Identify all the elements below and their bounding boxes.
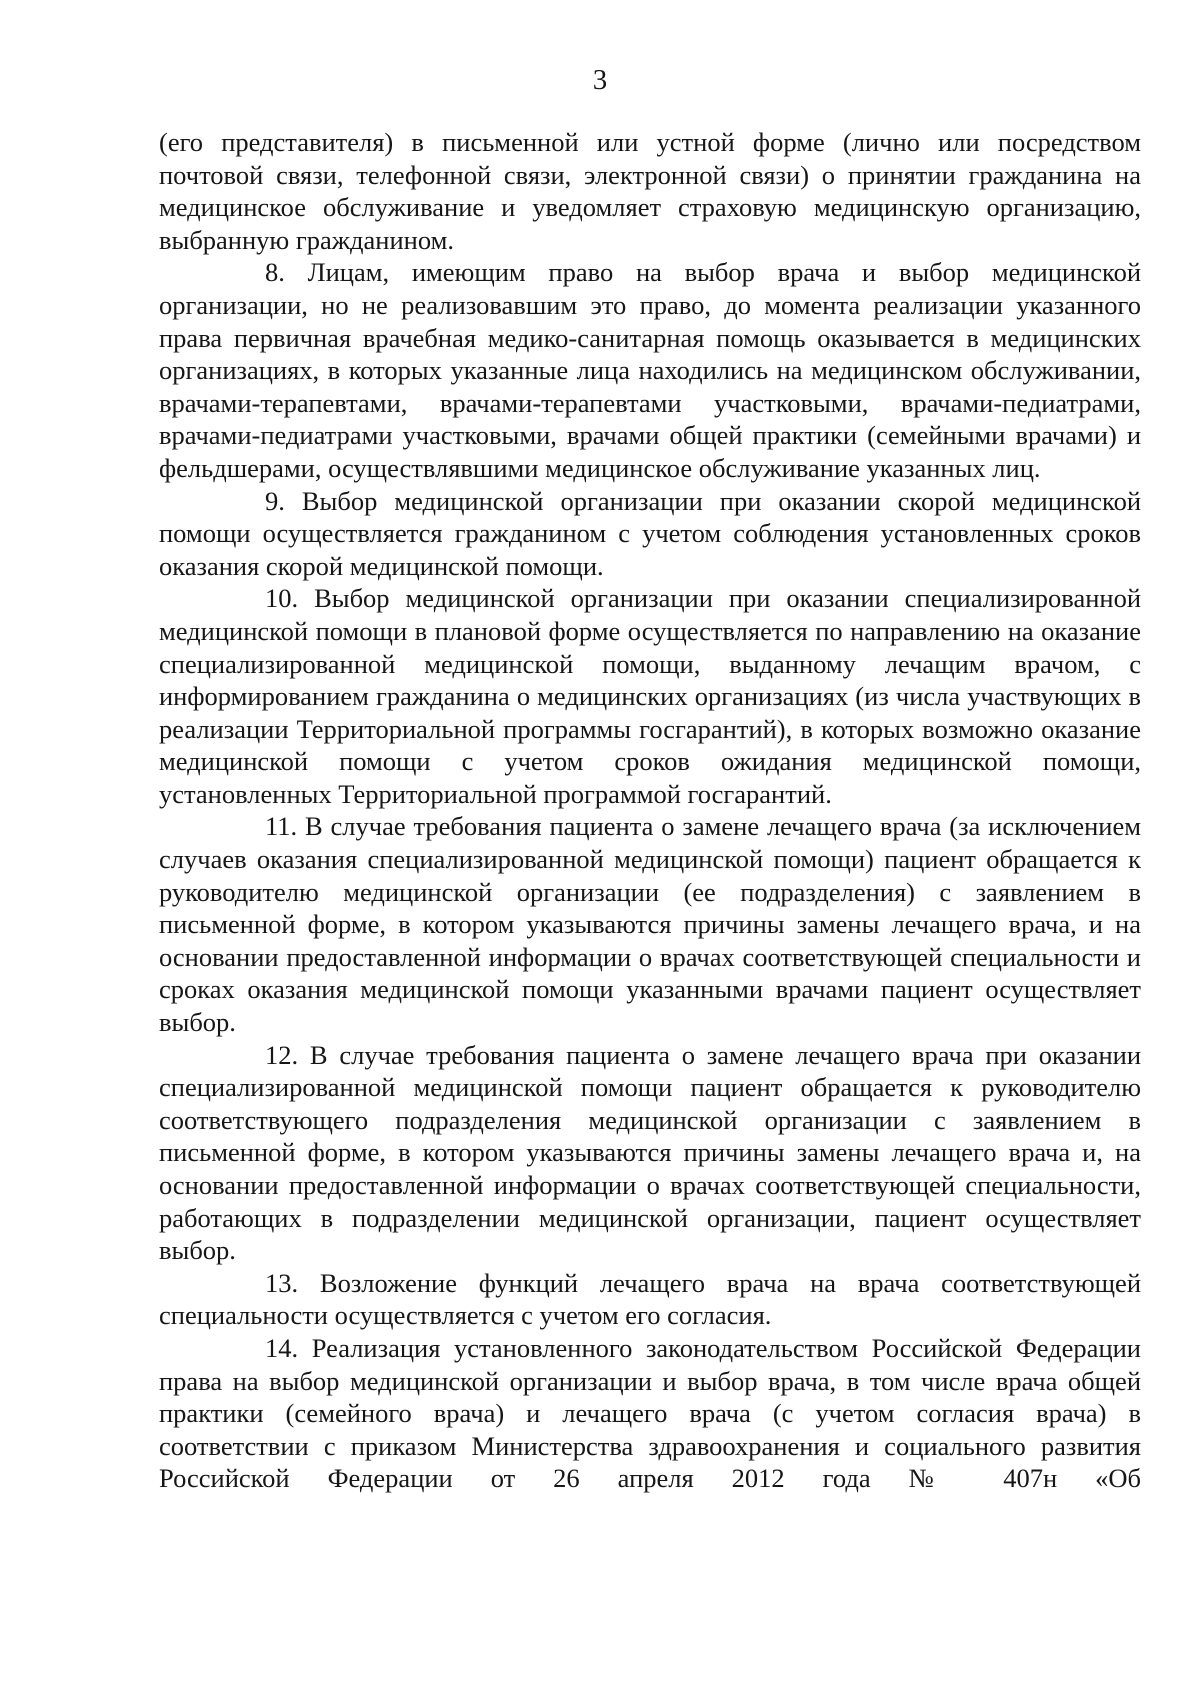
paragraph-8: 8. Лицам, имеющим право на выбор врача и выбор медицинской организации, но не реализовавшим это право, до момента реализации указанного права первичная врачебная медико-санитарная помощь оказывается в медицинских организациях, в которых указанные лица находились на медицинском обслуживании, врачами-терапевтами, врачами-терапевтами участковыми, врачами-педиатрами, врачами-педиатрами участковыми, врачами общей практики (семейными врачами) и фельдшерами, осуществлявшими медицинское обслуживание указанных лиц. xyxy=(159,257,1141,483)
page-number: 3 xyxy=(592,64,608,96)
paragraph-12: 12. В случае требования пациента о замене лечащего врача при оказании специализированной медицинской помощи пациент обращается к руководителю соответствующего подразделения медицинской организации с заявлением в письменной форме, в котором указываются причины замены лечащего врача и, на основании предоставленной информации о врачах соответствующей специальности, работающих в подразделении медицинской организации, пациент осуществляет выбор. xyxy=(159,1039,1141,1266)
paragraph-continuation: (его представителя) в письменной или устной форме (лично или посредством почтовой связи, телефонной связи, электронной связи) о принятии гражданина на медицинское обслуживание и уведомляет страховую медицинскую организацию, выбранную гражданином. xyxy=(159,127,1141,255)
paragraph-11: 11. В случае требования пациента о замене лечащего врача (за исключением случаев оказания специализированной медицинской помощи) пациент обращается к руководителю медицинской организации (ее подразделения) с заявлением в письменной форме, в котором указываются причины замены лечащего врача, и на основании предоставленной информации о врачах соответствующей специальности и сроках оказания медицинской помощи указанными врачами пациент осуществляет выбор. xyxy=(159,811,1141,1038)
paragraph-13: 13. Возложение функций лечащего врача на врача соответствующей специальности осуществляется с учетом его согласия. xyxy=(159,1267,1141,1331)
paragraph-10: 10. Выбор медицинской организации при оказании специализированной медицинской помощи в плановой форме осуществляется по направлению на оказание специализированной медицинской помощи, выданному лечащим врачом, с информированием гражданина о медицинских организациях (из числа участвующих в реализации Территориальной программы госгарантий), в которых возможно оказание медицинской помощи с учетом сроков ожидания медицинской помощи, установленных Территориальной программой госгарантий. xyxy=(159,583,1141,809)
paragraph-14: 14. Реализация установленного законодательством Российской Федерации права на выбор медицинской организации и выбор врача, в том числе врача общей практики (семейного врача) и лечащего врача (с учетом согласия врача) в соответствии с приказом Министерства здравоохранения и социального развития Российской Федерации от 26 апреля 2012 года № 407н «Об xyxy=(159,1332,1141,1494)
document-body xyxy=(159,126,1141,1495)
paragraph-9: 9. Выбор медицинской организации при оказании скорой медицинской помощи осуществляется гражданином с учетом соблюдения установленных сроков оказания скорой медицинской помощи. xyxy=(159,485,1141,581)
